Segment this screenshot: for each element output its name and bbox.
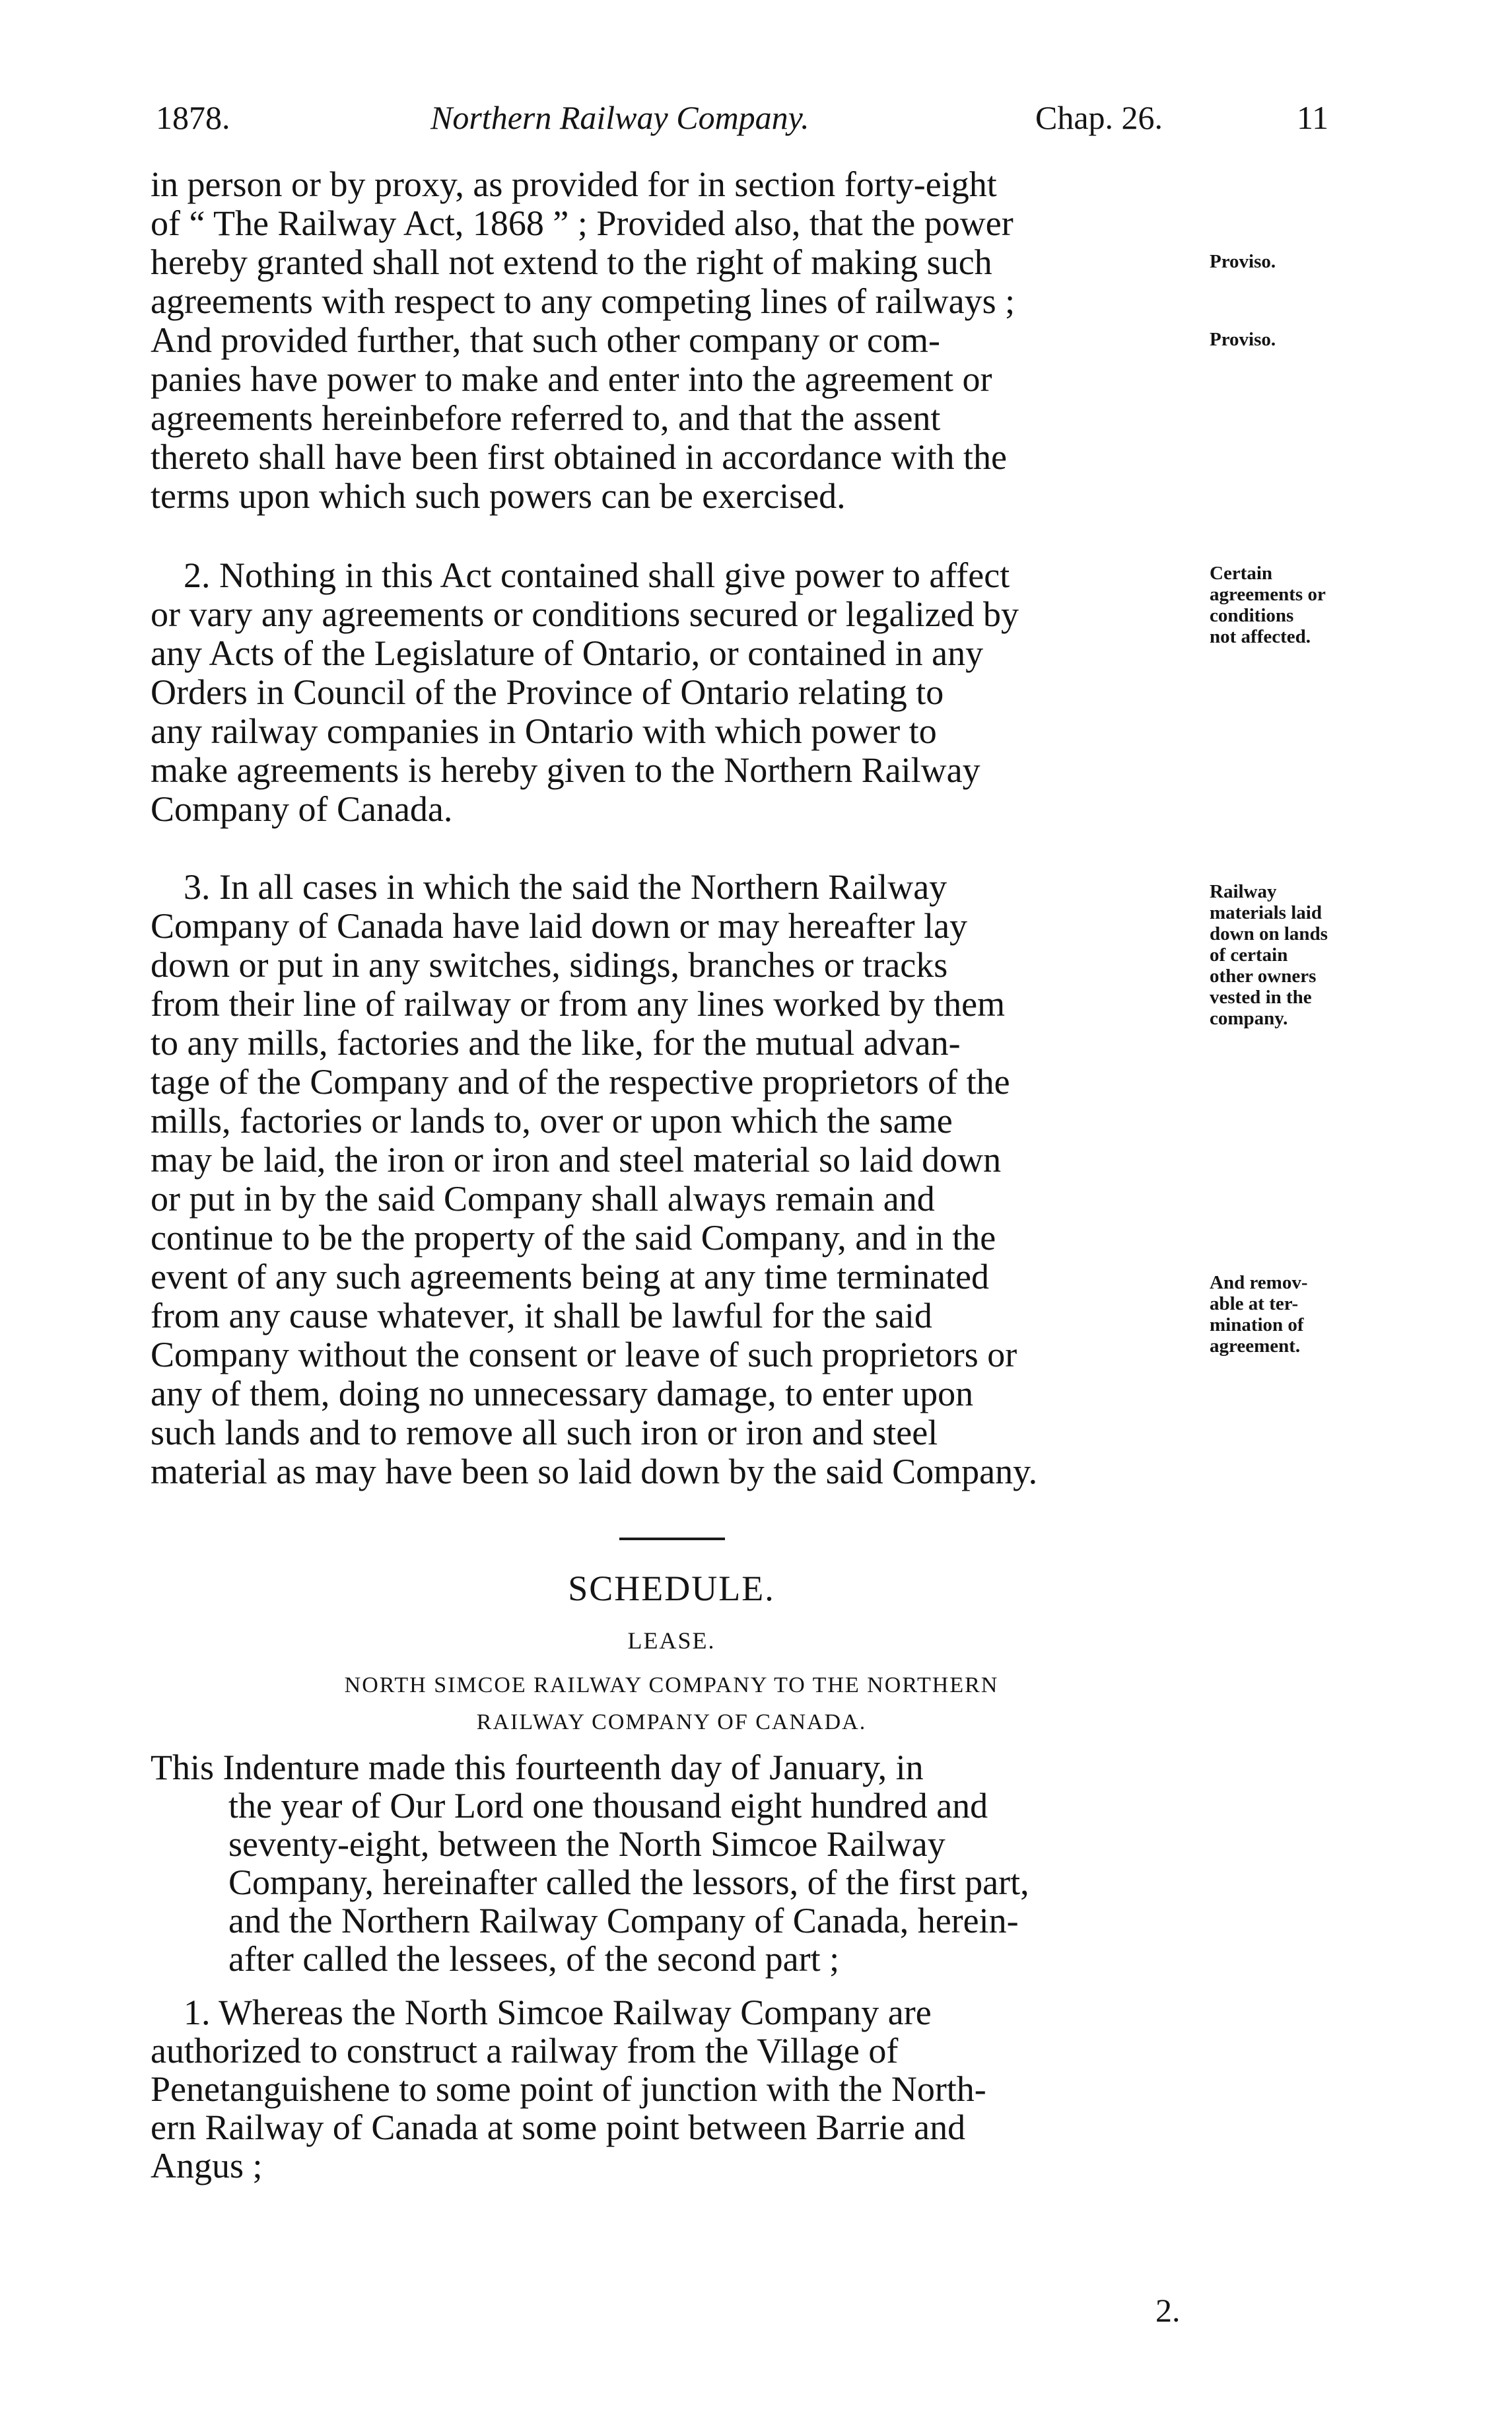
line: from their line of railway or from any lines worked by them [151, 984, 1006, 1024]
margin-line: agreements or [1210, 584, 1326, 605]
line: 2. Nothing in this Act contained shall give power to affect [184, 555, 1010, 595]
line: event of any such agreements being at any time terminated [151, 1257, 990, 1296]
line: ern Railway of Canada at some point between Barrie and [151, 2108, 966, 2147]
margin-line: agreement. [1210, 1335, 1301, 1357]
line: any railway companies in Ontario with which power to [151, 711, 937, 751]
line: Company of Canada. [151, 789, 453, 829]
line: from any cause whatever, it shall be lawful for the said [151, 1296, 932, 1335]
line: down or put in any switches, sidings, branches or tracks [151, 945, 948, 985]
margin-line: And remov- [1210, 1272, 1308, 1293]
margin-line: vested in the [1210, 987, 1312, 1008]
line: thereto shall have been first obtained in accordance with the [151, 437, 1007, 477]
line: panies have power to make and enter into the agreement or [151, 359, 992, 399]
margin-line: mination of [1210, 1314, 1304, 1335]
line: Company of Canada have laid down or may hereafter lay [151, 906, 968, 946]
line: mills, factories or lands to, over or upon which the same [151, 1101, 953, 1141]
schedule-subtitle-line-1: NORTH SIMCOE RAILWAY COMPANY TO THE NORTHERN [344, 1673, 999, 1697]
margin-line: company. [1210, 1008, 1288, 1029]
margin-note-proviso: Proviso. [1210, 329, 1276, 350]
margin-line: materials laid [1210, 902, 1322, 923]
section-2-text [151, 556, 1192, 829]
line: to any mills, factories and the like, for the mutual advan- [151, 1023, 961, 1063]
line: continue to be the property of the said Company, and in the [151, 1218, 996, 1258]
line: Company without the consent or leave of such proprietors or [151, 1335, 1017, 1374]
margin-line: down on lands [1210, 923, 1328, 944]
line: any Acts of the Legislature of Ontario, or contained in any [151, 633, 984, 673]
line: 3. In all cases in which the said the Northern Railway [184, 867, 947, 907]
line: make agreements is hereby given to the Northern Railway [151, 750, 980, 790]
line: and the Northern Railway Company of Canada, herein- [228, 1901, 1019, 1940]
margin-line: conditions [1210, 605, 1294, 626]
line: authorized to construct a railway from the Village of [151, 2031, 899, 2071]
line: material as may have been so laid down by the said Company. [151, 1452, 1038, 1491]
line: in person or by proxy, as provided for in section forty-eight [151, 164, 997, 204]
line: This Indenture made this fourteenth day of January, in [151, 1748, 924, 1787]
margin-note-removable [1210, 1272, 1375, 1357]
line: or vary any agreements or conditions secured or legalized by [151, 594, 1019, 634]
header-title: Northern Railway Company. [430, 99, 809, 136]
line: Orders in Council of the Province of Ontario relating to [151, 672, 944, 712]
line: Angus ; [151, 2146, 263, 2185]
line: tage of the Company and of the respective proprietors of the [151, 1062, 1010, 1102]
line: any of them, doing no unnecessary damage, to enter upon [151, 1374, 974, 1413]
margin-line: Certain [1210, 563, 1273, 584]
schedule-lease-heading: LEASE. [627, 1627, 716, 1654]
line: And provided further, that such other company or com- [151, 320, 940, 360]
margin-line: of certain [1210, 944, 1288, 966]
line: seventy-eight, between the North Simcoe Railway [228, 1824, 945, 1864]
line: the year of Our Lord one thousand eight hundred and [228, 1786, 988, 1826]
line: or put in by the said Company shall always remain and [151, 1179, 935, 1219]
line: may be laid, the iron or iron and steel material so laid down [151, 1140, 1002, 1180]
line: Company, hereinafter called the lessors, of the first part, [228, 1862, 1029, 1902]
catchword: 2. [1155, 2292, 1181, 2329]
margin-note-certain-agreements [1210, 563, 1375, 647]
schedule-title: SCHEDULE. [568, 1569, 775, 1608]
section-3-text [151, 868, 1192, 1491]
margin-note-railway-materials [1210, 881, 1375, 1029]
margin-note-proviso: Proviso. [1210, 251, 1276, 272]
indenture-paragraph [151, 1748, 1192, 1978]
section-1-text [151, 165, 1192, 516]
header-chapter: Chap. 26. [1035, 99, 1163, 136]
header-year: 1878. [156, 99, 230, 136]
line: Penetanguishene to some point of junction with the North- [151, 2069, 986, 2109]
line: terms upon which such powers can be exercised. [151, 476, 846, 516]
margin-line: other owners [1210, 966, 1317, 987]
schedule-subtitle-line-2: RAILWAY COMPANY OF CANADA. [476, 1710, 867, 1734]
margin-line: not affected. [1210, 626, 1311, 647]
line: 1. Whereas the North Simcoe Railway Company are [184, 1993, 932, 2032]
section-divider [619, 1538, 725, 1540]
margin-line: able at ter- [1210, 1293, 1299, 1314]
margin-line: Railway [1210, 881, 1277, 902]
line: agreements hereinbefore referred to, and that the assent [151, 398, 941, 438]
line: hereby granted shall not extend to the right of making such [151, 242, 992, 282]
recital-1 [151, 1993, 1192, 2185]
line: agreements with respect to any competing lines of railways ; [151, 281, 1015, 321]
line: such lands and to remove all such iron or iron and steel [151, 1413, 938, 1452]
line: of “ The Railway Act, 1868 ” ; Provided also, that the power [151, 203, 1014, 243]
header-page-number: 11 [1297, 99, 1329, 136]
line: after called the lessees, of the second part ; [228, 1939, 840, 1979]
